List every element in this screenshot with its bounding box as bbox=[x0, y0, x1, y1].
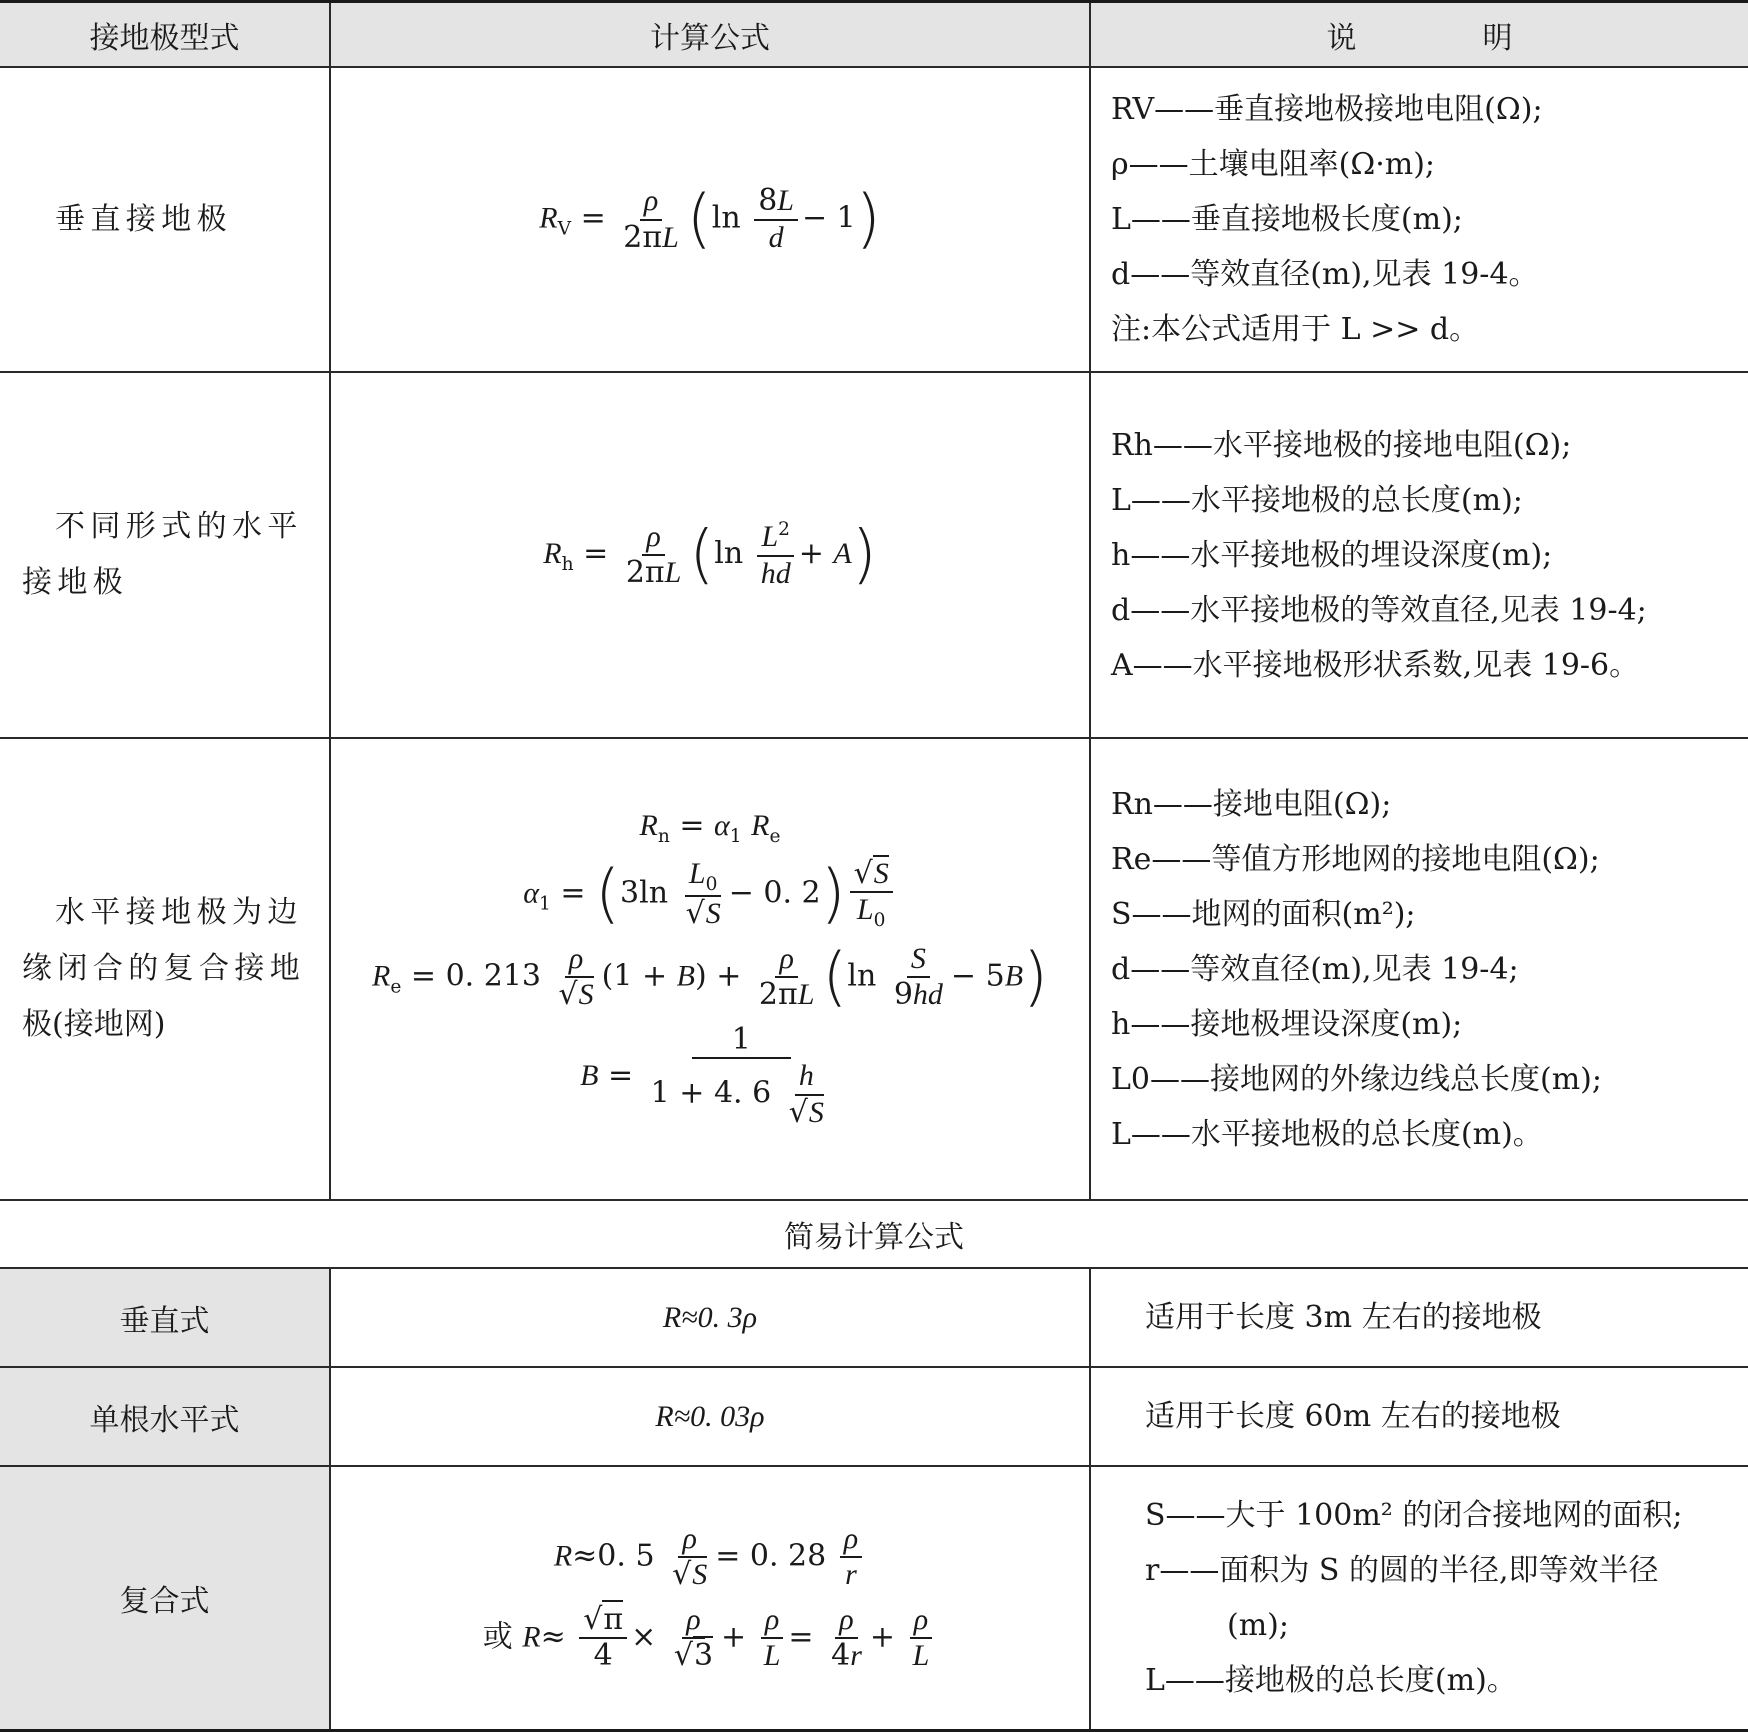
section-title: 简易计算公式 bbox=[0, 1200, 1748, 1268]
desc-line: S——地网的面积(m²); bbox=[1111, 896, 1416, 932]
formula-simple-composite: R≈0. 5 $\frac{\rho}{√S}$ = 0. 28 $\frac{\rho}{r}$ 或 R≈ $\frac{√\pi}{4}$ × $\frac{\rho}{√3}$ + $\frac{\rho}{L}$ = $\frac{\rho}{4r}$ + $\frac{\rho}{L}$ bbox=[330, 1466, 1090, 1730]
desc-line: Rh——水平接地极的接地电阻(Ω); bbox=[1111, 427, 1572, 463]
desc-simple-composite bbox=[1090, 1466, 1748, 1730]
header-formula: 计算公式 bbox=[330, 2, 1090, 68]
type-vertical: 垂直接地极 bbox=[0, 67, 330, 372]
desc-line: A——水平接地极形状系数,见表 19-6。 bbox=[1111, 647, 1640, 683]
desc-line: S——大于 100m² 的闭合接地网的面积; bbox=[1145, 1497, 1683, 1533]
section-row bbox=[0, 1200, 1748, 1268]
desc-horizontal bbox=[1090, 372, 1748, 738]
desc-line: h——水平接地极的埋设深度(m); bbox=[1111, 537, 1553, 573]
desc-line: Rn——接地电阻(Ω); bbox=[1111, 786, 1392, 822]
desc-line: h——接地极埋设深度(m); bbox=[1111, 1006, 1463, 1042]
header-type: 接地极型式 bbox=[0, 2, 330, 68]
desc-line: L——垂直接地极长度(m); bbox=[1111, 202, 1463, 237]
table-row bbox=[0, 67, 1748, 372]
type-simple-single: 单根水平式 bbox=[0, 1367, 330, 1466]
formula-vertical: $R_V$ = $\frac{\rho}{2\pi L}$ (ln $\frac{8L}{d}$ − 1) bbox=[330, 67, 1090, 372]
formula-horizontal: $R_h$ = $\frac{\rho}{2\pi L}$ (ln $\frac{L^2}{hd}$ + A) bbox=[330, 372, 1090, 738]
table-row bbox=[0, 738, 1748, 1200]
desc-line: L0——接地网的外缘边线总长度(m); bbox=[1111, 1061, 1602, 1097]
desc-vertical bbox=[1090, 67, 1748, 372]
desc-line: d——等效直径(m),见表 19-4; bbox=[1111, 951, 1519, 987]
desc-line: (m); bbox=[1227, 1607, 1289, 1643]
formula-simple-vertical: R≈0. 3ρ bbox=[330, 1268, 1090, 1367]
desc-simple-vertical: 适用于长度 3m 左右的接地极 bbox=[1090, 1268, 1748, 1367]
type-simple-composite: 复合式 bbox=[0, 1466, 330, 1730]
type-horizontal: 不同形式的水平 接地极 bbox=[0, 372, 330, 738]
desc-simple-single: 适用于长度 60m 左右的接地极 bbox=[1090, 1367, 1748, 1466]
header-description: 说 明 bbox=[1090, 2, 1748, 68]
desc-line: RV——垂直接地极接地电阻(Ω); bbox=[1111, 92, 1543, 127]
desc-line: ρ——土壤电阻率(Ω·m); bbox=[1111, 147, 1436, 182]
table-row bbox=[0, 1466, 1748, 1730]
desc-line: L——水平接地极的总长度(m)。 bbox=[1111, 1116, 1543, 1152]
table-row bbox=[0, 1367, 1748, 1466]
type-simple-vertical: 垂直式 bbox=[0, 1268, 330, 1367]
table-row bbox=[0, 372, 1748, 738]
formula-simple-single: R≈0. 03ρ bbox=[330, 1367, 1090, 1466]
table-header-row bbox=[0, 2, 1748, 68]
desc-line: d——水平接地极的等效直径,见表 19-4; bbox=[1111, 592, 1647, 628]
desc-grid bbox=[1090, 738, 1748, 1200]
desc-line: L——水平接地极的总长度(m); bbox=[1111, 482, 1523, 518]
type-grid: 水平接地极为边 缘闭合的复合接地 极(接地网) bbox=[0, 738, 330, 1200]
desc-line: L——接地极的总长度(m)。 bbox=[1145, 1662, 1517, 1698]
desc-line: Re——等值方形地网的接地电阻(Ω); bbox=[1111, 841, 1600, 877]
table-row bbox=[0, 1268, 1748, 1367]
desc-line: d——等效直径(m),见表 19-4。 bbox=[1111, 257, 1539, 292]
desc-note: 注:本公式适用于 L >> d。 bbox=[1111, 312, 1480, 347]
desc-line: r——面积为 S 的圆的半径,即等效半径 bbox=[1145, 1552, 1659, 1588]
formula-grid: $R_n = \alpha_1$ $R_e$ $\alpha_1 = (3\ln$ $\frac{L_0}{√S}$ − 0. 2) $\frac{√S}{L_0}$ $R_e = 0$. 213 $\frac{\rho}{√S}$ (1 + B) + $\frac{\rho}{2\pi L}$ (ln $\frac{S}{9hd}$ − 5B) B = 1 1 + 4. 6 $\frac{h}{√S}$ bbox=[330, 738, 1090, 1200]
